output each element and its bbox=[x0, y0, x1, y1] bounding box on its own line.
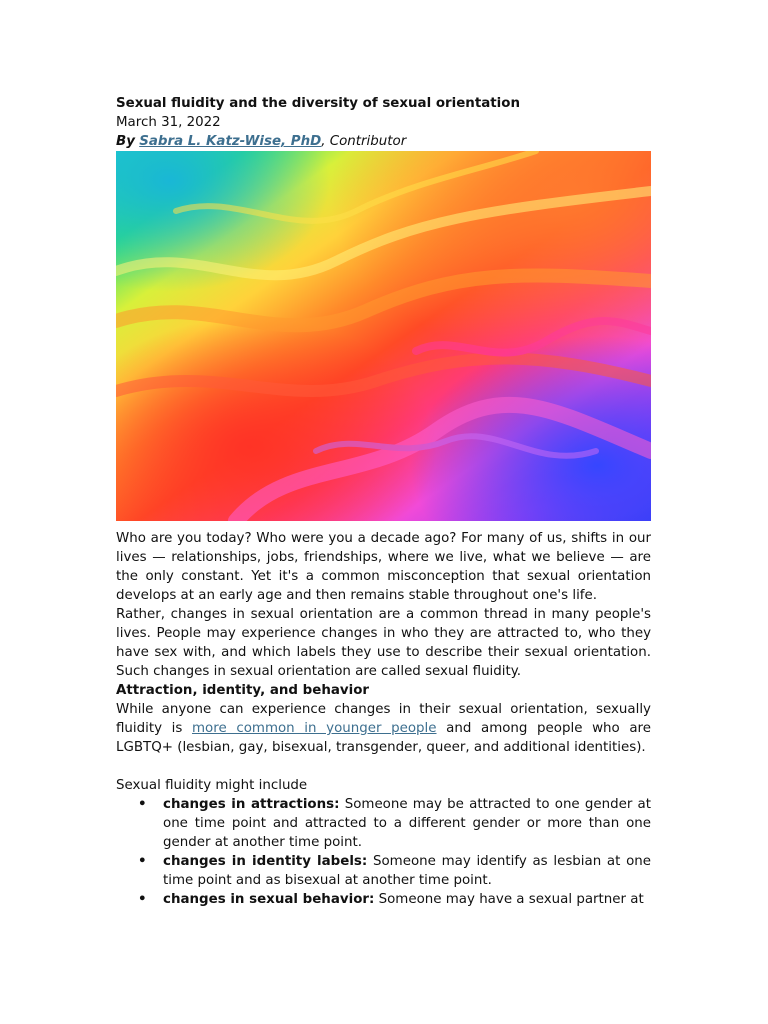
list-item-term: changes in sexual behavior: bbox=[163, 892, 375, 907]
article-column bbox=[116, 94, 651, 909]
list-item-text: Someone may identify as lesbian at one time point and as bisexual at another time point. bbox=[163, 854, 652, 888]
article-byline bbox=[116, 132, 651, 151]
list-item bbox=[163, 795, 651, 852]
rainbow-marbled-paint-image bbox=[116, 151, 651, 521]
younger-people-link[interactable]: more common in younger people bbox=[192, 721, 437, 736]
author-link[interactable]: Sabra L. Katz-Wise, PhD bbox=[139, 134, 322, 149]
list-item bbox=[163, 890, 651, 909]
article-date: March 31, 2022 bbox=[116, 115, 221, 130]
paragraph-fluidity bbox=[116, 700, 651, 757]
list-item-text: Someone may have a sexual partner at bbox=[374, 892, 644, 907]
list-intro: Sexual fluidity might include bbox=[116, 778, 308, 793]
paragraph-intro: Who are you today? Who were you a decade ago? For many of us, shifts in our lives — relationships, jobs, friendships, where we live, what we believe — are the only constant. Yet it's a common misconception that sexual orientation develops at an early age and then remains stable throughout one's life. bbox=[116, 531, 651, 603]
list-item-text: Someone may be attracted to one gender at one time point and attracted to a different gender or more than one gender at another time point. bbox=[163, 797, 651, 850]
byline-label: By bbox=[116, 134, 135, 149]
fluidity-text-after: and among people who are LGBTQ+ (lesbian, gay, bisexual, transgender, queer, and additional identities). bbox=[116, 721, 651, 755]
article-title: Sexual fluidity and the diversity of sexual orientation bbox=[116, 96, 521, 111]
list-item bbox=[163, 852, 651, 890]
paragraph-changes: Rather, changes in sexual orientation are a common thread in many people's lives. People may experience changes in who they are attracted to, who they have sex with, and which labels they use to describe their sexual orientation. Such changes in sexual orientation are called sexual fluidity. bbox=[116, 607, 651, 679]
list-item-term: changes in attractions: bbox=[163, 797, 340, 812]
section-heading: Attraction, identity, and behavior bbox=[116, 683, 370, 698]
fluidity-text-before: While anyone can experience changes in their sexual orientation, sexually fluidity is bbox=[116, 702, 651, 736]
list-item-term: changes in identity labels: bbox=[163, 854, 368, 869]
fluidity-list bbox=[116, 795, 651, 909]
byline-suffix: , Contributor bbox=[321, 134, 407, 149]
blank-line bbox=[116, 757, 651, 776]
